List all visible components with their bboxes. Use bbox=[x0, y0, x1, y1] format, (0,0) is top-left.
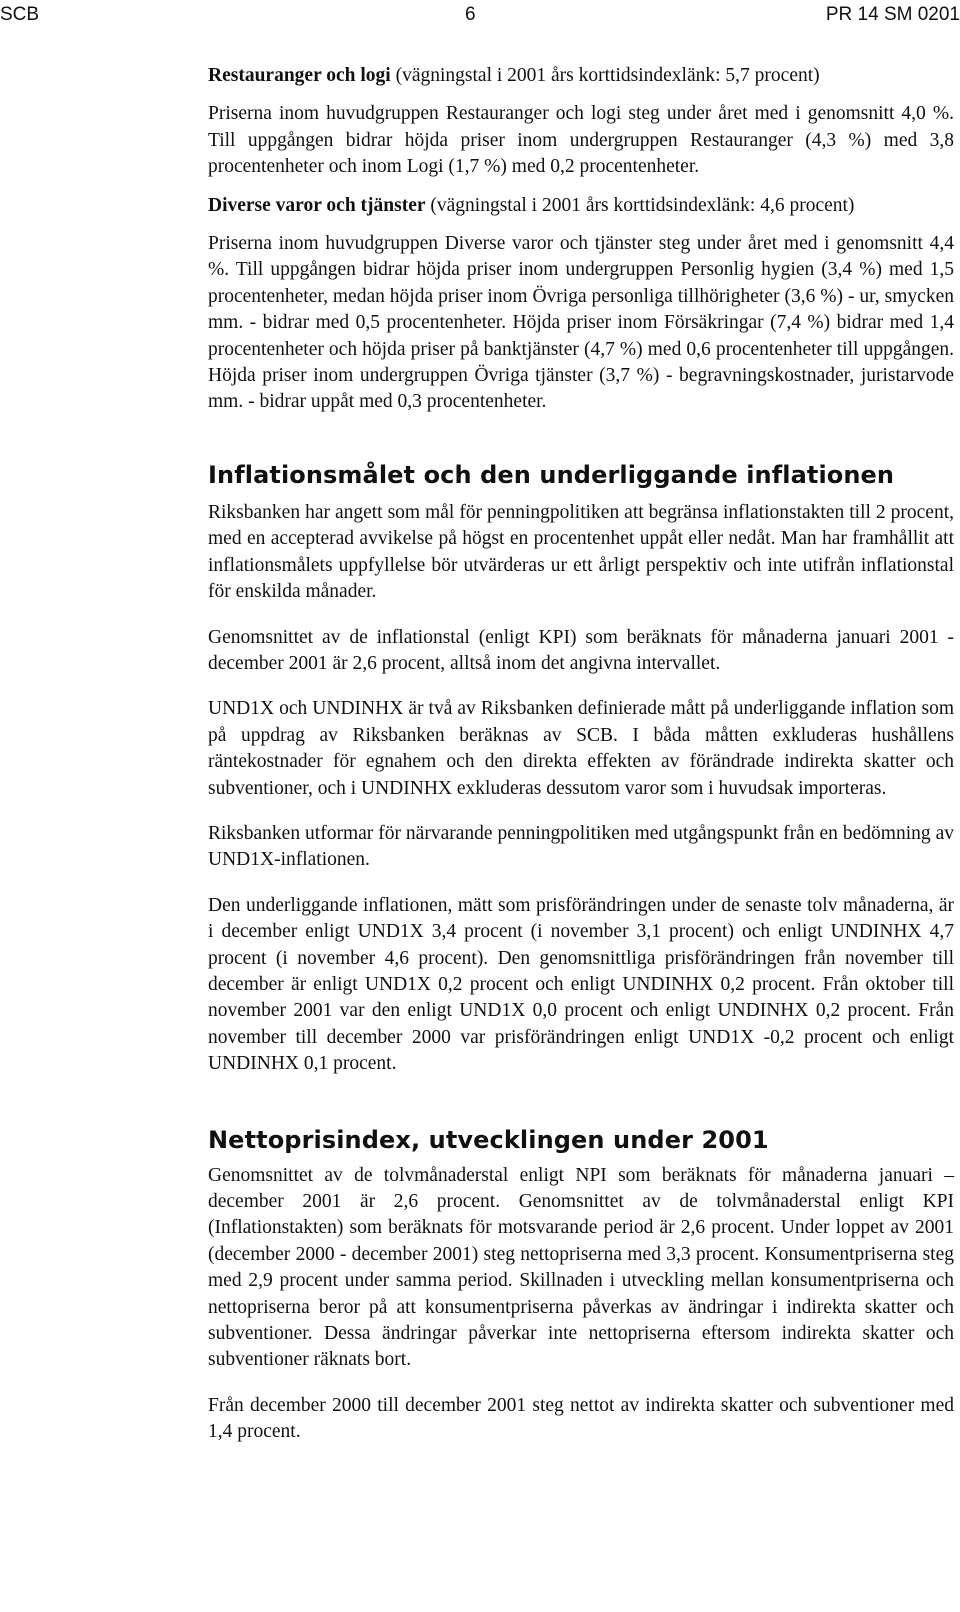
page-number: 6 bbox=[465, 4, 476, 25]
header-right: PR 14 SM 0201 bbox=[825, 4, 960, 25]
restaurants-heading-bold: Restauranger och logi bbox=[208, 65, 391, 86]
misc-paragraph: Priserna inom huvudgruppen Diverse varor och tjänster steg under året med i genomsnitt 4,4 %. Till uppgången bidrar höjda priser inom undergruppen Personlig hygien (3,4 %) med 1,5 procentenheter, medan höjda priser inom Övriga personliga tillhörigheter (3,6 %) - ur, smycken mm. - bidrar med 0,5 procentenheter. Höjda priser inom Försäkringar (7,4 %) bidrar med 1,4 procentenheter och höjda priser på banktjänster (4,7 %) med 0,6 procentenheter till uppgången. Höjda priser inom undergruppen Övriga tjänster (3,7 %) - begravningskostnader, juristarvode mm. - bidrar uppåt med 0,3 procentenheter. bbox=[208, 233, 954, 413]
restaurants-heading-rest: (vägningstal i 2001 års korttidsindexlänk: 5,7 procent) bbox=[390, 65, 820, 86]
npi-section-title: Nettoprisindex, utvecklingen under 2001 bbox=[208, 1125, 769, 1154]
header-left: SCB bbox=[0, 4, 40, 25]
restaurants-paragraph: Priserna inom huvudgruppen Restauranger och logi steg under året med i genomsnitt 4,0 %. Till uppgången bidrar höjda priser inom undergruppen Restauranger (4,3 %) med 3,8 procentenheter och inom Logi (1,7 %) med 0,2 procentenheter. bbox=[208, 103, 954, 178]
inflation-paragraph: UND1X och UNDINHX är två av Riksbanken definierade mått på underliggande inflation som på uppdrag av Riksbanken beräknas av SCB. I båda måtten exkluderas hushållens räntekostnader för egnahem och den direkta effekten av förändrade indirekta skatter och subventioner, och i UNDINHX exkluderas dessutom varor som i huvudsak importeras. bbox=[208, 698, 954, 799]
npi-paragraph: Genomsnittet av de tolvmånaderstal enligt NPI som beräknats för månaderna januari – december 2001 är 2,6 procent. Genomsnittet av de tolvmånaderstal enligt KPI (Inflationstakten) som beräknats för motsvarande period är 2,6 procent. Under loppet av 2001 (december 2000 - december 2001) steg nettopriserna med 3,3 procent. Konsumentpriserna steg med 2,9 procent under samma period. Skillnaden i utveckling mellan konsumentpriserna och nettopriserna beror på att konsumentpriserna påverkas av ändringar i indirekta skatter och subventioner. Dessa ändringar påverkar inte nettopriserna eftersom indirekta skatter och subventioner räknats bort. bbox=[208, 1164, 954, 1371]
page-header bbox=[0, 4, 960, 30]
inflation-paragraph: Riksbanken utformar för närvarande penningpolitiken med utgångspunkt från en bedömning av UND1X-inflationen. bbox=[208, 822, 954, 871]
misc-heading-rest: (vägningstal i 2001 års korttidsindexlänk: 4,6 procent) bbox=[425, 194, 855, 216]
inflation-paragraph: Den underliggande inflationen, mätt som prisförändringen under de senaste tolv månaderna, är i december enligt UND1X 3,4 procent (i november 3,1 procent) och enligt UNDINHX 4,7 procent (i november 4,6 procent). Den genomsnittliga prisförändringen från november till december är enligt UND1X 0,2 procent och enligt UNDINHX 0,2 procent. Från oktober till november 2001 var den enligt UND1X 0,0 procent och enligt UNDINHX 0,2 procent. Från november till december 2000 var prisförändringen enligt UND1X -0,2 procent och enligt UNDINHX 0,1 procent. bbox=[208, 894, 954, 1075]
restaurants-heading bbox=[208, 63, 954, 89]
misc-heading-bold: Diverse varor och tjänster bbox=[208, 194, 426, 216]
npi-paragraph: Från december 2000 till december 2001 steg nettot av indirekta skatter och subventioner med 1,4 procent. bbox=[208, 1394, 954, 1443]
inflation-section-title: Inflationsmålet och den underliggande inflationen bbox=[208, 460, 895, 489]
page-content bbox=[208, 63, 954, 1446]
inflation-paragraph: Genomsnittet av de inflationstal (enligt KPI) som beräknats för månaderna januari 2001 - december 2001 är 2,6 procent, alltså inom det angivna intervallet. bbox=[208, 626, 954, 674]
inflation-paragraph: Riksbanken har angett som mål för penningpolitiken att begränsa inflationstakten till 2 procent, med en accepterad avvikelse på högst en procentenhet uppåt eller nedåt. Man har framhållit att inflationsmålets uppfyllelse bör utvärderas ur ett årligt perspektiv och inte utifrån inflationstal för enskilda månader. bbox=[208, 501, 954, 603]
misc-heading bbox=[208, 193, 954, 219]
